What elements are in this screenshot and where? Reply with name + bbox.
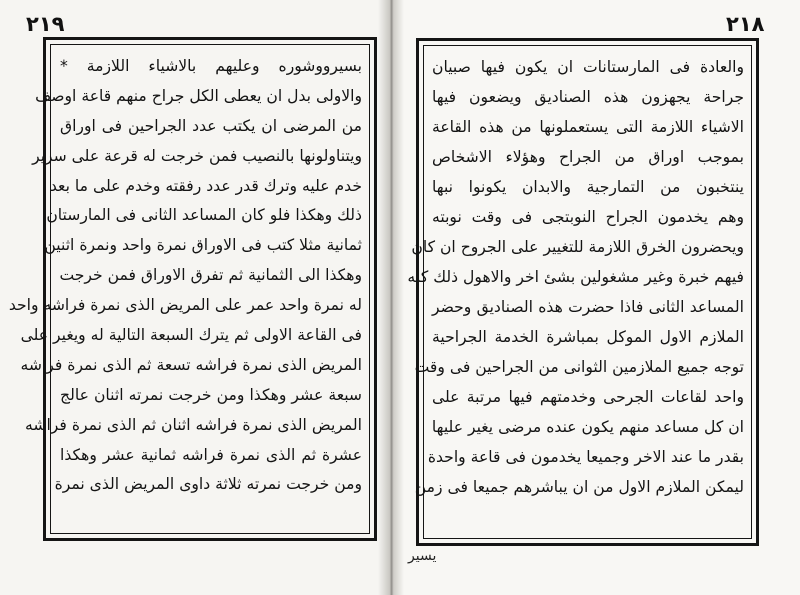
text-line: ومن خرجت نمرته ثلاثة داوى المريض الذى نمرة (54, 475, 362, 494)
text-line: وهم يخدمون الجراح النوبتجى فى وقت نوبته (432, 208, 744, 226)
left-page-text (8, 52, 362, 532)
text-line: المريض الذى نمرة فراشه تسعة ثم الذى نمرة فراشه (20, 355, 362, 374)
text-line: من المرضى ان يكتب عدد الجراحين فى اوراق (60, 116, 362, 135)
right-page-number: ٢١٨ (726, 12, 765, 36)
text-line: ويحضرون الخرق اللازمة للتغيير على الجروح ان كان (411, 238, 744, 256)
text-line: الملازم الاول الموكل بمباشرة الخدمة الجراحية (432, 328, 744, 346)
left-page-number: ٢١٩ (26, 12, 65, 36)
text-line: فى القاعة الاولى ثم يترك السبعة التالية له ويغير على (20, 326, 362, 345)
text-line: ان كل مساعد منهم يكون عنده مرضى يغير عليها (431, 418, 744, 436)
text-line: ليمكن الملازم الاول من ان يباشرهم جميعا فى زمن (414, 478, 744, 496)
text-line: بموجب اوراق من الجراح وهؤلاء الاشخاص (432, 148, 744, 166)
text-line: بسيرووشوره وعليهم بالاشياء اللازمة * (60, 57, 362, 75)
text-line: ويتناولونها بالنصيب فمن خرجت له قرعة على سرير (32, 146, 362, 165)
text-line: وهكذا الى الثمانية ثم تفرق الاوراق فمن خرجت (59, 266, 362, 285)
text-line: واحد لقاعات الجرحى وخدمتهم فيها مرتبة على (432, 388, 744, 406)
catchword: يسير (408, 548, 437, 564)
text-line: توجه جميع الملازمين الثوانى من الجراحين فى وقت (414, 358, 744, 376)
text-line: عشرة ثم الذى نمرة فراشه ثمانية عشر وهكذا (60, 445, 362, 464)
text-line: ثمانية مثلا كتب فى الاوراق نمرة واحد ونمرة اثنين (44, 236, 362, 255)
text-line: المريض الذى نمرة فراشه اثنان ثم الذى نمرة فراشه (25, 415, 362, 434)
text-line: فيهم خبرة وغير مشغولين بشئ اخر والاهول ذلك كله (407, 268, 744, 286)
text-line: ذلك وهكذا فلو كان المساعد الثانى فى المارستان (46, 206, 362, 225)
text-line: سبعة عشر وهكذا ومن خرجت نمرته اثنان عالج (60, 385, 362, 404)
book-gutter (378, 0, 404, 595)
text-line: الاشياء اللازمة التى يستعملونها من هذه القاعة (432, 118, 744, 136)
text-line: له نمرة واحد عمر على المريض الذى نمرة فراشه واحد (8, 296, 362, 315)
text-line: خدم عليه وترك قدر عدد رفقته وخدم على ما بعد (49, 176, 362, 195)
text-line: المساعد الثانى فاذا حضرت هذه الصناديق وحضر (432, 298, 744, 316)
text-line: جراحة يجهزون هذه الصناديق ويضعون فيها (432, 88, 744, 106)
text-line: والعادة فى المارستانات ان يكون فيها صبيان (432, 58, 744, 76)
text-line: بقدر ما عند الاخر وجميعا يخدمون فى قاعة واحدة (427, 448, 744, 466)
text-line: ينتخبون من التمارجية والابدان يكونوا نبها (432, 178, 744, 196)
text-line: والاولى بدل ان يعطى الكل جراح منهم قاعة اوصف (35, 86, 362, 105)
right-page-text (407, 52, 744, 536)
